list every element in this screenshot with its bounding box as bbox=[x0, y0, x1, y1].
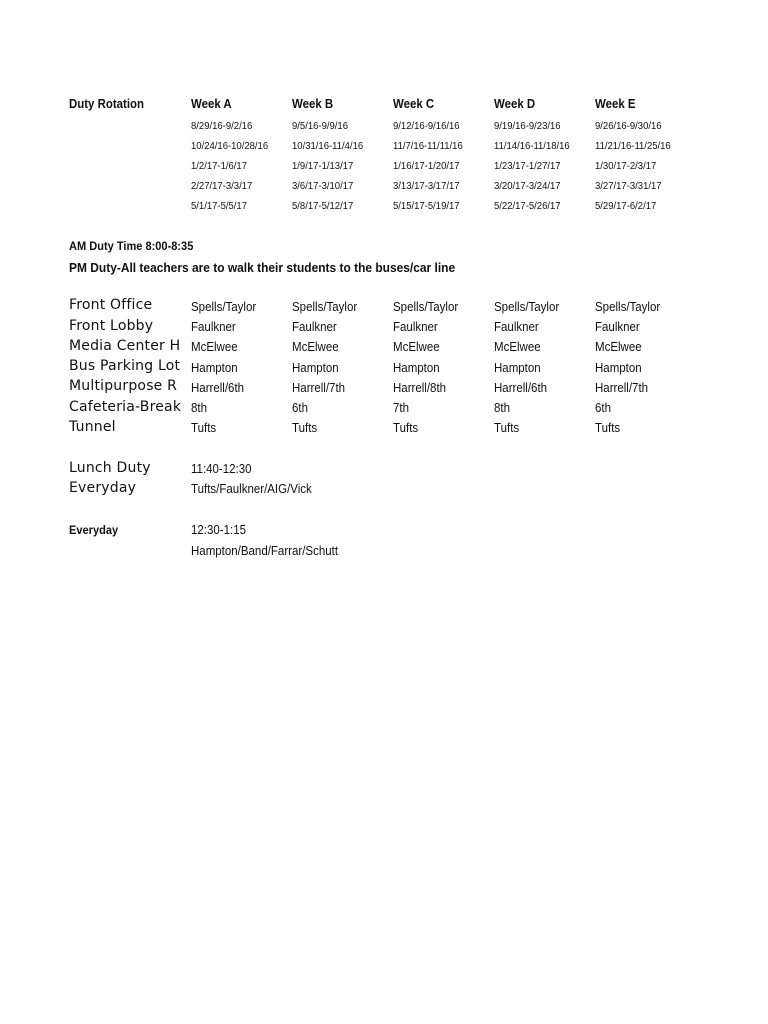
lunch-duty-label: Lunch Duty bbox=[69, 460, 151, 476]
date-range: 3/6/17-3/10/17 bbox=[292, 181, 354, 192]
week-header: Week E bbox=[595, 96, 636, 111]
post-cell: Tufts bbox=[494, 421, 520, 435]
post-cell: Hampton bbox=[595, 361, 642, 375]
post-cell: Harrell/6th bbox=[494, 381, 548, 395]
date-range: 1/30/17-2/3/17 bbox=[595, 161, 657, 172]
post-cell: Hampton bbox=[191, 361, 238, 375]
date-range: 11/21/16-11/25/16 bbox=[595, 141, 671, 152]
post-cell: Spells/Taylor bbox=[393, 300, 459, 314]
am-duty-note: AM Duty Time 8:00-8:35 bbox=[69, 239, 194, 253]
post-cell: Tufts bbox=[393, 421, 419, 435]
date-range: 5/22/17-5/26/17 bbox=[494, 201, 561, 212]
post-label: Multipurpose R bbox=[69, 378, 178, 394]
date-range: 8/29/16-9/2/16 bbox=[191, 121, 253, 132]
date-range: 11/14/16-11/18/16 bbox=[494, 141, 570, 152]
date-range: 5/15/17-5/19/17 bbox=[393, 201, 460, 212]
lunch-time: 12:30-1:15 bbox=[191, 523, 246, 537]
post-cell: Harrell/7th bbox=[292, 381, 346, 395]
post-cell: McElwee bbox=[393, 340, 440, 354]
post-cell: Tufts bbox=[292, 421, 318, 435]
post-cell: Hampton bbox=[292, 361, 339, 375]
date-range: 10/31/16-11/4/16 bbox=[292, 141, 364, 152]
post-cell: Tufts bbox=[191, 421, 217, 435]
post-label: Front Lobby bbox=[69, 318, 154, 334]
post-cell: McElwee bbox=[191, 340, 238, 354]
post-cell: Spells/Taylor bbox=[595, 300, 661, 314]
post-cell: Spells/Taylor bbox=[191, 300, 257, 314]
date-range: 5/1/17-5/5/17 bbox=[191, 201, 247, 212]
week-header: Week A bbox=[191, 96, 232, 111]
rotation-title: Duty Rotation bbox=[69, 96, 144, 111]
post-label: Tunnel bbox=[69, 419, 116, 435]
post-cell: 8th bbox=[494, 401, 510, 415]
post-cell: 6th bbox=[292, 401, 308, 415]
date-range: 10/24/16-10/28/16 bbox=[191, 141, 269, 152]
post-cell: Harrell/7th bbox=[595, 381, 649, 395]
post-cell: McElwee bbox=[595, 340, 642, 354]
post-cell: Faulkner bbox=[191, 320, 236, 334]
date-range: 9/5/16-9/9/16 bbox=[292, 121, 348, 132]
date-range: 9/26/16-9/30/16 bbox=[595, 121, 662, 132]
date-range: 3/13/17-3/17/17 bbox=[393, 181, 460, 192]
post-cell: Harrell/6th bbox=[191, 381, 245, 395]
post-cell: Spells/Taylor bbox=[292, 300, 358, 314]
post-cell: 7th bbox=[393, 401, 409, 415]
lunch-everyday-label: Everyday bbox=[69, 480, 137, 496]
lunch-everyday-label: Everyday bbox=[69, 523, 119, 537]
date-range: 5/8/17-5/12/17 bbox=[292, 201, 354, 212]
lunch-staff: Tufts/Faulkner/AIG/Vick bbox=[191, 482, 312, 496]
week-header: Week C bbox=[393, 96, 435, 111]
lunch-time: 11:40-12:30 bbox=[191, 462, 252, 476]
date-range: 5/29/17-6/2/17 bbox=[595, 201, 657, 212]
date-range: 3/27/17-3/31/17 bbox=[595, 181, 662, 192]
post-cell: 6th bbox=[595, 401, 611, 415]
post-cell: McElwee bbox=[292, 340, 339, 354]
week-header: Week D bbox=[494, 96, 536, 111]
date-range: 9/19/16-9/23/16 bbox=[494, 121, 561, 132]
date-range: 11/7/16-11/11/16 bbox=[393, 141, 463, 152]
post-cell: Faulkner bbox=[393, 320, 438, 334]
post-cell: Faulkner bbox=[595, 320, 640, 334]
post-cell: Spells/Taylor bbox=[494, 300, 560, 314]
date-range: 1/23/17-1/27/17 bbox=[494, 161, 561, 172]
post-label: Bus Parking Lot bbox=[69, 358, 181, 374]
date-range: 3/20/17-3/24/17 bbox=[494, 181, 561, 192]
post-cell: 8th bbox=[191, 401, 207, 415]
post-label: Front Office bbox=[69, 297, 153, 313]
post-cell: Hampton bbox=[393, 361, 440, 375]
post-cell: McElwee bbox=[494, 340, 541, 354]
post-cell: Harrell/8th bbox=[393, 381, 447, 395]
post-label: Cafeteria-Break bbox=[69, 399, 182, 415]
date-range: 1/2/17-1/6/17 bbox=[191, 161, 247, 172]
post-cell: Tufts bbox=[595, 421, 621, 435]
post-cell: Faulkner bbox=[494, 320, 539, 334]
post-label: Media Center H bbox=[69, 338, 181, 354]
date-range: 2/27/17-3/3/17 bbox=[191, 181, 253, 192]
date-range: 9/12/16-9/16/16 bbox=[393, 121, 460, 132]
date-range: 1/16/17-1/20/17 bbox=[393, 161, 460, 172]
post-cell: Hampton bbox=[494, 361, 541, 375]
pm-duty-note: PM Duty-All teachers are to walk their students to the buses/car line bbox=[69, 260, 456, 275]
date-range: 1/9/17-1/13/17 bbox=[292, 161, 354, 172]
post-cell: Faulkner bbox=[292, 320, 337, 334]
lunch-staff: Hampton/Band/Farrar/Schutt bbox=[191, 544, 339, 558]
week-header: Week B bbox=[292, 96, 334, 111]
